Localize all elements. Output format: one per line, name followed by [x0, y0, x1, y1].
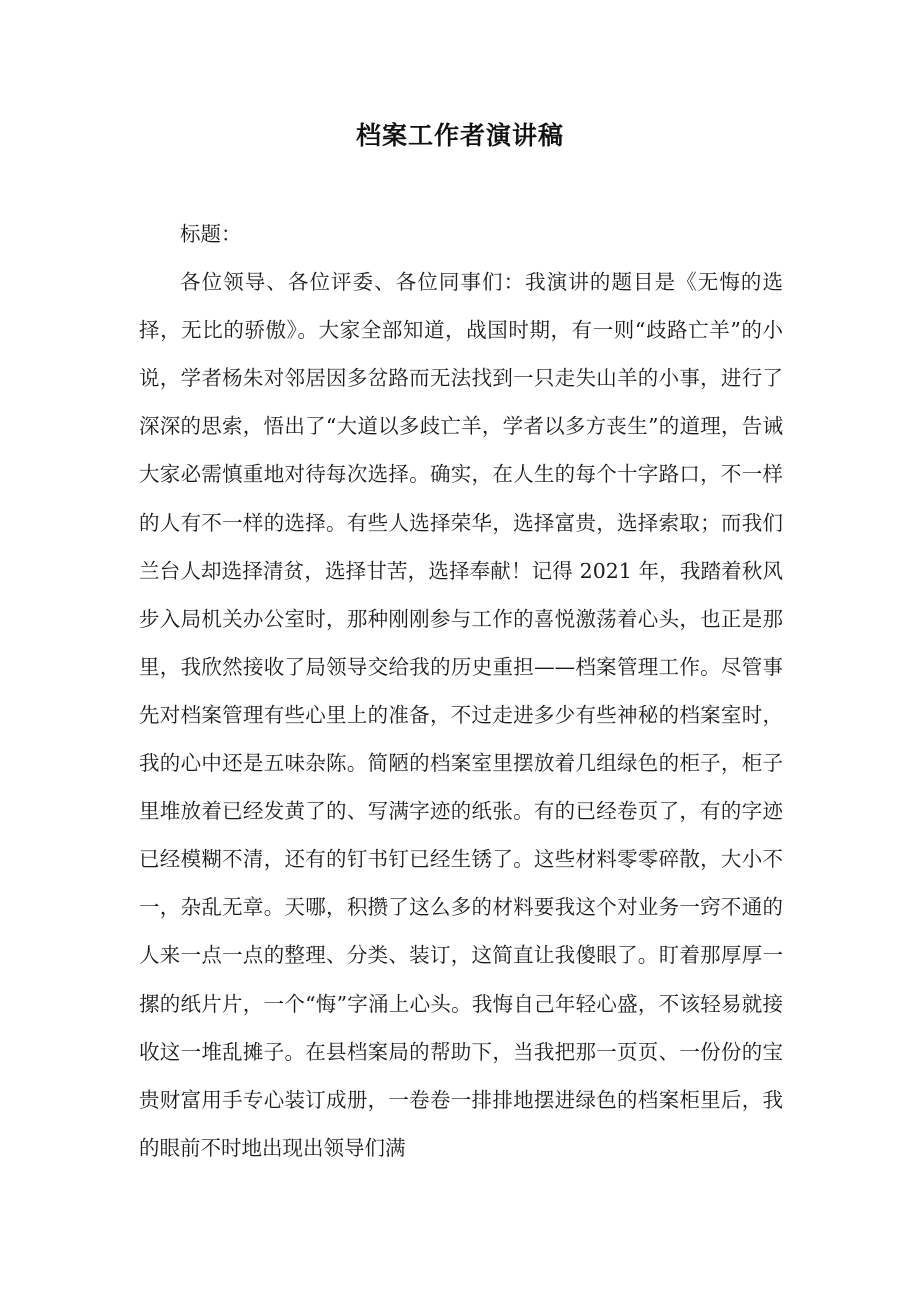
document-body — [139, 210, 783, 1172]
body-paragraph: 各位领导、各位评委、各位同事们：我演讲的题目是《无悔的选择，无比的骄傲》。大家全部知道，战国时期，有一则“歧路亡羊”的小说，学者杨朱对邻居因多岔路而无法找到一只走失山羊的小事，进行了深深的思索，悟出了“大道以多歧亡羊，学者以多方丧生”的道理，告诫大家必需慎重地对待每次选择。确实，在人生的每个十字路口，不一样的人有不一样的选择。有些人选择荣华，选择富贵，选择索取；而我们兰台人却选择清贫，选择甘苦，选择奉献！记得 2021 年，我踏着秋风步入局机关办公室时，那种刚刚参与工作的喜悦激荡着心头，也正是那里，我欣然接收了局领导交给我的历史重担——档案管理工作。尽管事先对档案管理有些心里上的准备，不过走进多少有些神秘的档案室时，我的心中还是五味杂陈。简陋的档案室里摆放着几组绿色的柜子，柜子里堆放着已经发黄了的、写满字迹的纸张。有的已经卷页了，有的字迹已经模糊不清，还有的钉书钉已经生锈了。这些材料零零碎散，大小不一，杂乱无章。天哪，积攒了这么多的材料要我这个对业务一窍不通的人来一点一点的整理、分类、装订，这简直让我傻眼了。盯着那厚厚一摞的纸片片，一个“悔”字涌上心头。我悔自己年轻心盛，不该轻易就接收这一堆乱摊子。在县档案局的帮助下，当我把那一页页、一份份的宝贵财富用手专心装订成册，一卷卷一排排地摆进绿色的档案柜里后，我的眼前不时地出现出领导们满 — [139, 270, 783, 1160]
document-title: 档案工作者演讲稿 — [355, 121, 564, 150]
heading-label: 标题： — [180, 222, 242, 246]
